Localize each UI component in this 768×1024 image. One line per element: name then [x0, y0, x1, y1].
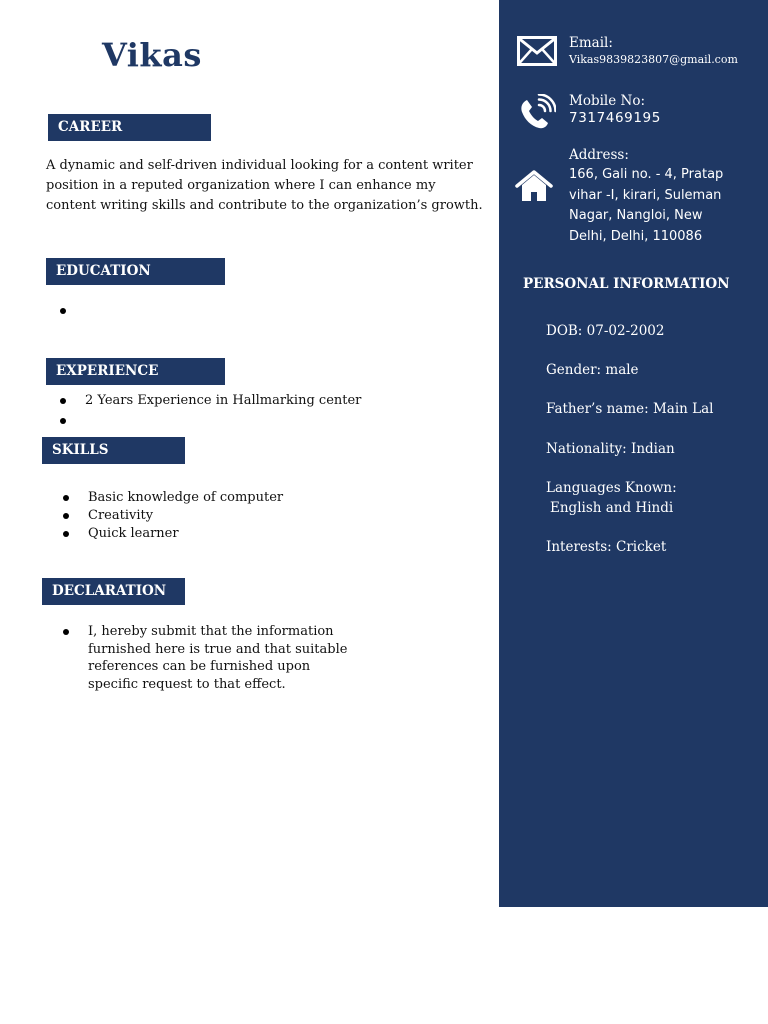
sidebar: [499, 0, 768, 907]
education-item: [60, 302, 85, 320]
experience-item: 2 Years Experience in Hallmarking center: [60, 391, 361, 411]
experience-heading: EXPERIENCE: [46, 358, 225, 385]
home-icon: [515, 170, 553, 202]
skills-list: [63, 489, 283, 543]
languages-value: English and Hindi: [550, 500, 674, 516]
interests-field: Interests: Cricket: [546, 539, 667, 555]
career-objective-heading: CAREER OBJECTIVE: [48, 114, 211, 141]
dob-field: DOB: 07-02-2002: [546, 323, 665, 339]
phone-icon: [518, 94, 556, 132]
mobile-label: Mobile No:: [569, 93, 645, 109]
skill-item: Quick learner: [63, 525, 283, 543]
personal-information-heading: PERSONAL INFORMATION: [523, 276, 730, 292]
education-list: [60, 302, 85, 320]
languages-label: Languages Known:: [546, 480, 677, 496]
father-name-field: Father’s name: Main Lal: [546, 401, 714, 417]
skills-heading: SKILLS: [42, 437, 185, 464]
address-value: 166, Gali no. - 4, Pratap vihar -I, kirari, Suleman Nagar, Nangloi, New Delhi, Delhi, 110086: [569, 167, 724, 244]
declaration-list: [63, 623, 363, 693]
skill-item: Creativity: [63, 507, 283, 525]
declaration-heading: DECLARATION: [42, 578, 185, 605]
declaration-item: I, hereby submit that the information furnished here is true and that suitable references can be furnished upon specific request to that effect.: [63, 623, 363, 693]
mobile-value: 7317469195: [569, 110, 661, 126]
career-objective-text: A dynamic and self-driven individual looking for a content writer position in a reputed organization where I can enhance my content writing skills and contribute to the organization’s growth.: [46, 158, 483, 213]
experience-list: [60, 391, 361, 431]
resume-name: Vikas: [102, 36, 202, 74]
gender-field: Gender: male: [546, 362, 639, 378]
experience-item: [60, 411, 361, 431]
email-value: Vikas9839823807@gmail.com: [569, 53, 738, 66]
address-label: Address:: [569, 147, 629, 163]
email-label: Email:: [569, 35, 613, 51]
education-heading: EDUCATION: [46, 258, 225, 285]
skill-item: Basic knowledge of computer: [63, 489, 283, 507]
envelope-icon: [517, 36, 557, 66]
nationality-field: Nationality: Indian: [546, 441, 675, 457]
